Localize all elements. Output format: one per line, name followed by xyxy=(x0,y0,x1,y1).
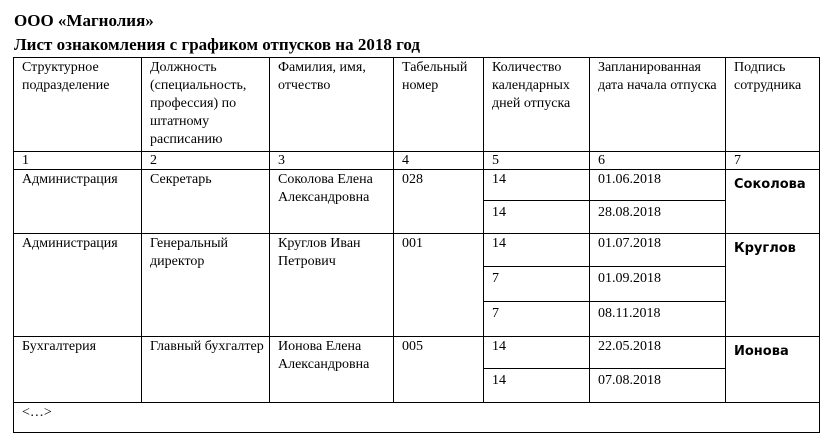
position-cell: Генеральный директор xyxy=(142,234,270,337)
column-header-signature: Подпись сотрудника xyxy=(726,58,820,152)
start-date-cell: 01.09.2018 xyxy=(590,267,726,302)
vacation-acknowledgment-table xyxy=(13,57,820,433)
days-cell: 7 xyxy=(484,302,590,337)
column-number: 5 xyxy=(484,152,590,170)
start-date-cell: 28.08.2018 xyxy=(590,201,726,234)
column-header-days: Количество календарных дней отпуска xyxy=(484,58,590,152)
days-cell: 14 xyxy=(484,234,590,267)
column-header-name: Фамилия, имя, отчество xyxy=(270,58,394,152)
tab-number-cell: 005 xyxy=(394,337,484,403)
table-row xyxy=(14,170,820,201)
table-row xyxy=(14,234,820,267)
department-cell: Бухгалтерия xyxy=(14,337,142,403)
signature-cell: Ионова xyxy=(726,337,820,403)
tab-number-cell: 001 xyxy=(394,234,484,337)
column-number: 3 xyxy=(270,152,394,170)
column-number: 4 xyxy=(394,152,484,170)
column-header-tab-number: Табельный номер xyxy=(394,58,484,152)
start-date-cell: 08.11.2018 xyxy=(590,302,726,337)
start-date-cell: 07.08.2018 xyxy=(590,369,726,403)
position-cell: Секретарь xyxy=(142,170,270,234)
column-numbers-row xyxy=(14,152,820,170)
sheet-title: Лист ознакомления с графиком отпусков на 2018 год xyxy=(14,35,421,54)
tab-number-cell: 028 xyxy=(394,170,484,234)
column-header-position: Должность (специальность, профессия) по штатному расписанию xyxy=(142,58,270,152)
days-cell: 14 xyxy=(484,201,590,234)
column-number: 7 xyxy=(726,152,820,170)
days-cell: 14 xyxy=(484,369,590,403)
column-header-department: Структурное подразделение xyxy=(14,58,142,152)
table-row xyxy=(14,337,820,369)
start-date-cell: 01.07.2018 xyxy=(590,234,726,267)
omission-marker: <…> xyxy=(14,403,820,433)
table-header-row xyxy=(14,58,820,152)
department-cell: Администрация xyxy=(14,170,142,234)
name-cell: Соколова Елена Александровна xyxy=(270,170,394,234)
position-cell: Главный бухгалтер xyxy=(142,337,270,403)
signature-cell: Круглов xyxy=(726,234,820,337)
name-cell: Ионова Елена Александровна xyxy=(270,337,394,403)
start-date-cell: 01.06.2018 xyxy=(590,170,726,201)
name-cell: Круглов Иван Петрович xyxy=(270,234,394,337)
column-number: 2 xyxy=(142,152,270,170)
days-cell: 7 xyxy=(484,267,590,302)
signature-cell: Соколова xyxy=(726,170,820,234)
start-date-cell: 22.05.2018 xyxy=(590,337,726,369)
column-header-start-date: Запланированная дата начала отпуска xyxy=(590,58,726,152)
organization-name: ООО «Магнолия» xyxy=(14,11,154,30)
table-footer-row xyxy=(14,403,820,433)
department-cell: Администрация xyxy=(14,234,142,337)
column-number: 6 xyxy=(590,152,726,170)
column-number: 1 xyxy=(14,152,142,170)
days-cell: 14 xyxy=(484,170,590,201)
days-cell: 14 xyxy=(484,337,590,369)
